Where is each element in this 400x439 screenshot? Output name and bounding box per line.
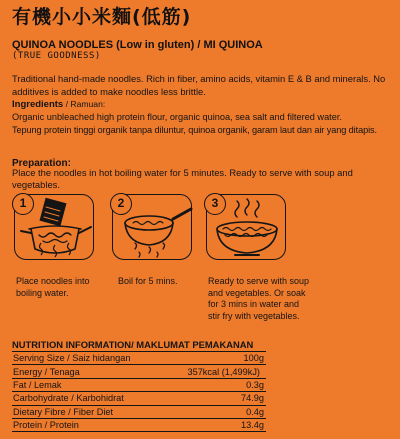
ingredients-heading [12,99,105,110]
preparation-text: Place the noodles in hot boiling water for 5 minutes. Ready to serve with soup and vegetables. [12,167,353,190]
nutrient-value: 100g [164,352,266,365]
nutrient-value: 0.4g [164,405,266,418]
nutrient-label-en: Dietary Fibre [13,406,66,417]
table-row [12,365,266,378]
nutrient-label-ms: / Fiber Diet [65,406,114,417]
nutrient-value: 13.4g [164,418,266,431]
nutrition-table [12,351,266,432]
nutrient-value: 74.9g [164,392,266,405]
step-1-caption-line: Place noodles into [16,276,90,286]
step-2-caption-line: Boil for 5 mins. [118,276,178,286]
step-3-caption-line: and vegetables. Or soak [208,287,306,298]
product-title-chinese: 有機小小米麵(低筋) [12,6,192,28]
nutrient-value: 357kcal (1,499kJ) [164,365,266,378]
step-3-caption-line: for 3 mins in water and [208,299,300,309]
product-description: Traditional hand-made noodles. Rich in fiber, amino acids, vitamin E & B and minerals. No additives is added to make noodles less brittle. [12,73,386,97]
product-title-english: QUINOA NOODLES (Low in gluten) / MI QUINOA [12,39,263,51]
table-row [12,352,266,365]
step-1-number: 1 [12,193,34,215]
step-1-caption [16,276,112,299]
nutrient-label [12,378,164,391]
nutrient-label-ms: / Lemak [26,379,62,390]
nutrient-label-en: Protein [13,420,43,431]
ingredients-heading-ms: / Ramuan: [63,99,106,109]
nutrient-label [12,418,164,431]
table-row [12,392,266,405]
nutrient-label-en: Fat [13,379,27,390]
nutrient-label-en: Energy [13,366,43,377]
preparation-heading: Preparation: [12,158,71,169]
nutrient-label-ms: / Saiz hidangan [64,353,131,364]
nutrient-label [12,405,164,418]
product-subtitle: (TRUE GOODNESS) [12,51,101,61]
ingredients-malay: Tepung protein tinggi organik tanpa diluntur, quinoa organik, garam laut dan air yang ditapis. [12,125,377,135]
nutrient-label-ms: / Karbohidrat [68,393,124,404]
step-3-panel [206,194,286,260]
step-1-caption-line: boiling water. [16,287,69,298]
step-3-caption [208,276,348,322]
ingredients-english: Organic unbleached high protein flour, organic quinoa, sea salt and filtered water. [12,112,342,122]
step-1-panel [14,194,94,260]
nutrition-heading-en: NUTRITION INFORMATION [12,339,132,350]
table-row [12,405,266,418]
nutrient-label [12,352,164,365]
table-row [12,378,266,391]
table-row [12,418,266,431]
step-3-number: 3 [204,193,226,215]
nutrient-label-ms: / Tenaga [42,366,80,377]
step-2-panel [112,194,192,260]
step-2-number: 2 [110,193,132,215]
nutrient-label [12,365,164,378]
step-2-caption [118,276,208,288]
ingredients-heading-en: Ingredients [12,99,64,110]
nutrition-heading-ms: / MAKLUMAT PEMAKANAN [131,339,254,350]
nutrient-value: 0.3g [164,378,266,391]
step-3-caption-line: stir fry with vegetables. [208,310,300,321]
nutrition-heading [12,339,253,350]
nutrient-label [12,392,164,405]
nutrient-label-en: Carbohydrate [13,393,69,404]
step-3-caption-line: Ready to serve with soup [208,276,310,286]
nutrient-label-en: Serving Size [13,353,65,364]
nutrient-label-ms: / Protein [42,420,79,431]
